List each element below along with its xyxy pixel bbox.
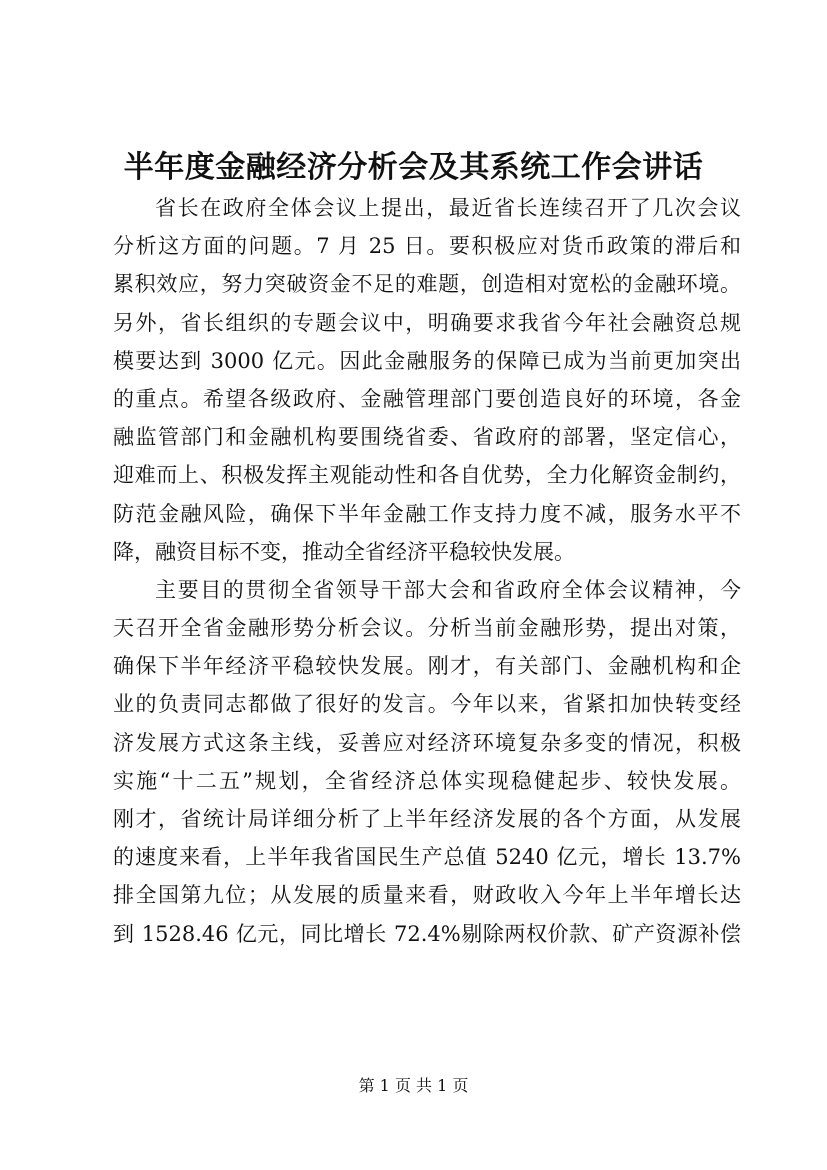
text-line: 防范金融风险，确保下半年金融工作支持力度不减，服务水平不 <box>113 501 741 526</box>
text-line: 济发展方式这条主线，妥善应对经济环境复杂多变的情况，积极 <box>113 730 741 755</box>
text-line: 降，融资目标不变，推动全省经济平稳较快发展。 <box>113 539 575 564</box>
text-line: 确保下半年经济平稳较快发展。刚才，有关部门、金融机构和企 <box>113 654 741 679</box>
text-line: 业的负责同志都做了很好的发言。今年以来，省紧扣加快转变经 <box>113 692 741 717</box>
page-number-footer: 第 1 页 共 1 页 <box>358 1076 469 1095</box>
text-line: 到 1528.46 亿元，同比增长 72.4%剔除两权价款、矿产资源补偿 <box>113 921 741 946</box>
text-line: 的重点。希望各级政府、金融管理部门要创造良好的环境，各金 <box>113 386 741 411</box>
document-title: 半年度金融经济分析会及其系统工作会讲话 <box>123 150 704 185</box>
text-line: 天召开全省金融形势分析会议。分析当前金融形势，提出对策， <box>113 616 741 641</box>
text-line: 融监管部门和金融机构要围绕省委、省政府的部署，坚定信心， <box>113 425 741 450</box>
text-line: 分析这方面的问题。7 月 25 日。要积极应对货币政策的滞后和 <box>113 234 741 259</box>
text-line: 累积效应，努力突破资金不足的难题，创造相对宽松的金融环境。 <box>113 272 741 297</box>
document-body <box>113 189 741 953</box>
text-line: 省长在政府全体会议上提出，最近省长连续召开了几次会议 <box>155 196 741 220</box>
text-line: 刚才，省统计局详细分析了上半年经济发展的各个方面，从发展 <box>113 807 741 831</box>
text-line: 排全国第九位；从发展的质量来看，财政收入今年上半年增长达 <box>113 883 741 908</box>
text-line: 的速度来看，上半年我省国民生产总值 5240 亿元，增长 13.7% <box>113 845 741 870</box>
text-line: 实施“十二五”规划，全省经济总体实现稳健起步、较快发展。 <box>113 768 741 793</box>
text-line: 另外，省长组织的专题会议中，明确要求我省今年社会融资总规 <box>113 310 741 335</box>
text-line: 模要达到 3000 亿元。因此金融服务的保障已成为当前更加突出 <box>113 348 741 373</box>
text-line: 主要目的贯彻全省领导干部大会和省政府全体会议精神，今 <box>155 577 741 602</box>
text-line: 迎难而上、积极发挥主观能动性和各自优势，全力化解资金制约， <box>113 463 741 488</box>
